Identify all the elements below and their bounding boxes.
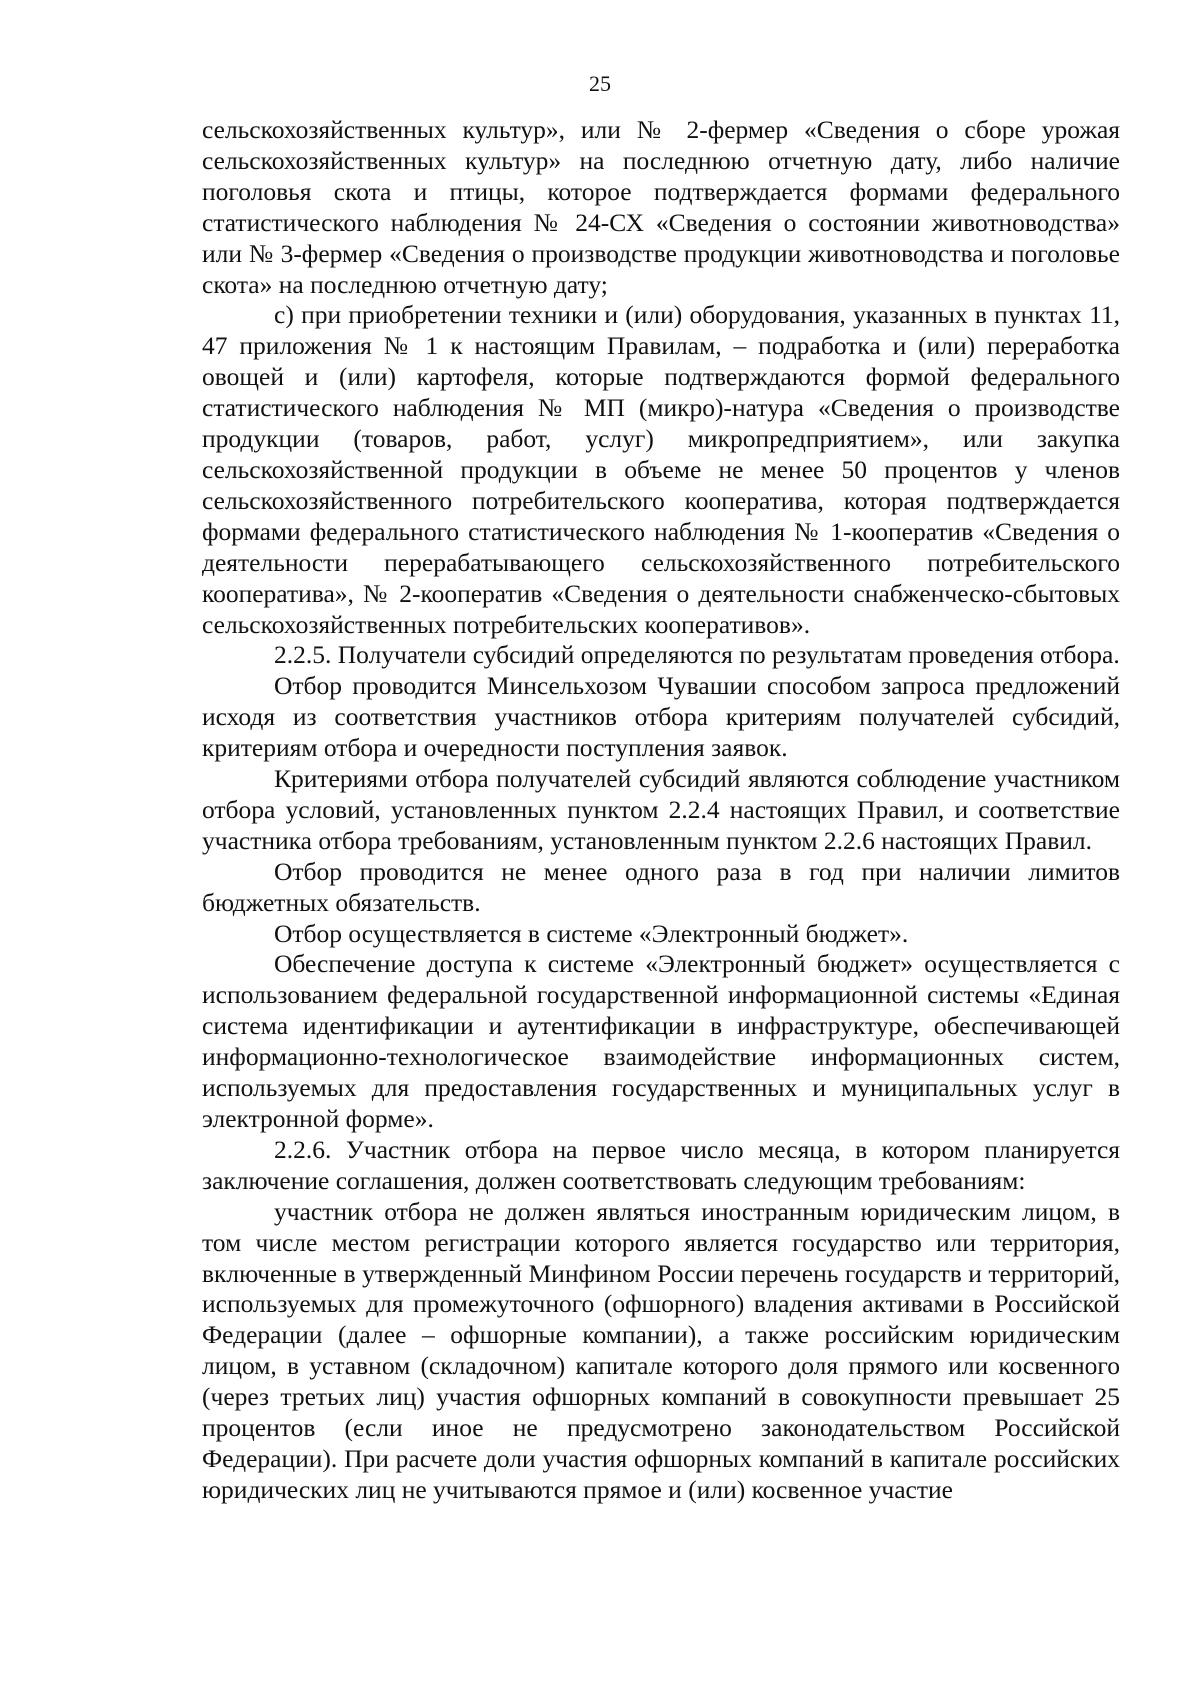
- paragraph: 2.2.6. Участник отбора на первое число месяца, в котором планируется заключение соглашения, должен соответствовать следующим требованиям:: [202, 1134, 1120, 1195]
- paragraph: Отбор осуществляется в системе «Электронный бюджет».: [274, 918, 909, 948]
- paragraph: Отбор проводится Минсельхозом Чувашии способом запроса предложений исходя из соответствия участников отбора критериям получателей субсидий, критериям отбора и очередности поступления заявок.: [202, 671, 1120, 763]
- paragraph: с) при приобретении техники и (или) оборудования, указанных в пунктах 11, 47 приложения № 1 к настоящим Правилам, – подработка и (или) переработка овощей и (или) картофеля, которые подтверждаются формой федерального статистического наблюдения № МП (микро)-натура «Сведения о производстве продукции (товаров, работ, услуг) микропредприятием», или закупка сельскохозяйственной продукции в объеме не менее 50 процентов у членов сельскохозяйственного потребительского кооператива, которая подтверждается формами федерального статистического наблюдения № 1-кооператив «Сведения о деятельности перерабатывающего сельскохозяйственного потребительского кооператива», № 2-кооператив «Сведения о деятельности снабженческо-сбытовых сельскохозяйственных потребительских кооперативов».: [202, 300, 1120, 639]
- paragraph: 2.2.5. Получатели субсидий определяются по результатам проведения отбора.: [274, 640, 1120, 670]
- page-number: 25: [589, 71, 611, 96]
- paragraph: Обеспечение доступа к системе «Электронный бюджет» осуществляется с использованием федеральной государственной информационной системы «Единая система идентификации и аутентификации в инфраструктуре, обеспечивающей информационно-технологическое взаимодействие информационных систем, используемых для предоставления государственных и муниципальных услуг в электронной форме».: [202, 949, 1120, 1133]
- paragraph: Критериями отбора получателей субсидий являются соблюдение участником отбора условий, установленных пунктом 2.2.4 настоящих Правил, и соответствие участника отбора требованиям, установленным пунктом 2.2.6 настоящих Правил.: [202, 764, 1120, 855]
- paragraph: сельскохозяйственных культур», или № 2-фермер «Сведения о сборе урожая сельскохозяйственных культур» на последнюю отчетную дату, либо наличие поголовья скота и птицы, которое подтверждается формами федерального статистического наблюдения № 24-СХ «Сведения о состоянии животноводства» или № 3-фермер «Сведения о производстве продукции животноводства и поголовье скота» на последнюю отчетную дату;: [202, 115, 1120, 299]
- paragraph: участник отбора не должен являться иностранным юридическим лицом, в том числе местом регистрации которого является государство или территория, включенные в утвержденный Минфином России перечень государств и территорий, используемых для промежуточного (офшорного) владения активами в Российской Федерации (далее – офшорные компании), а также российским юридическим лицом, в уставном (складочном) капитале которого доля прямого или косвенного (через третьих лиц) участия офшорных компаний в совокупности превышает 25 процентов (если иное не предусмотрено законодательством Российской Федерации). При расчете доли участия офшорных компаний в капитале российских юридических лиц не учитываются прямое и (или) косвенное участие: [202, 1196, 1120, 1504]
- document-body: [202, 115, 1120, 1506]
- paragraph: Отбор проводится не менее одного раза в год при наличии лимитов бюджетных обязательств.: [202, 856, 1120, 917]
